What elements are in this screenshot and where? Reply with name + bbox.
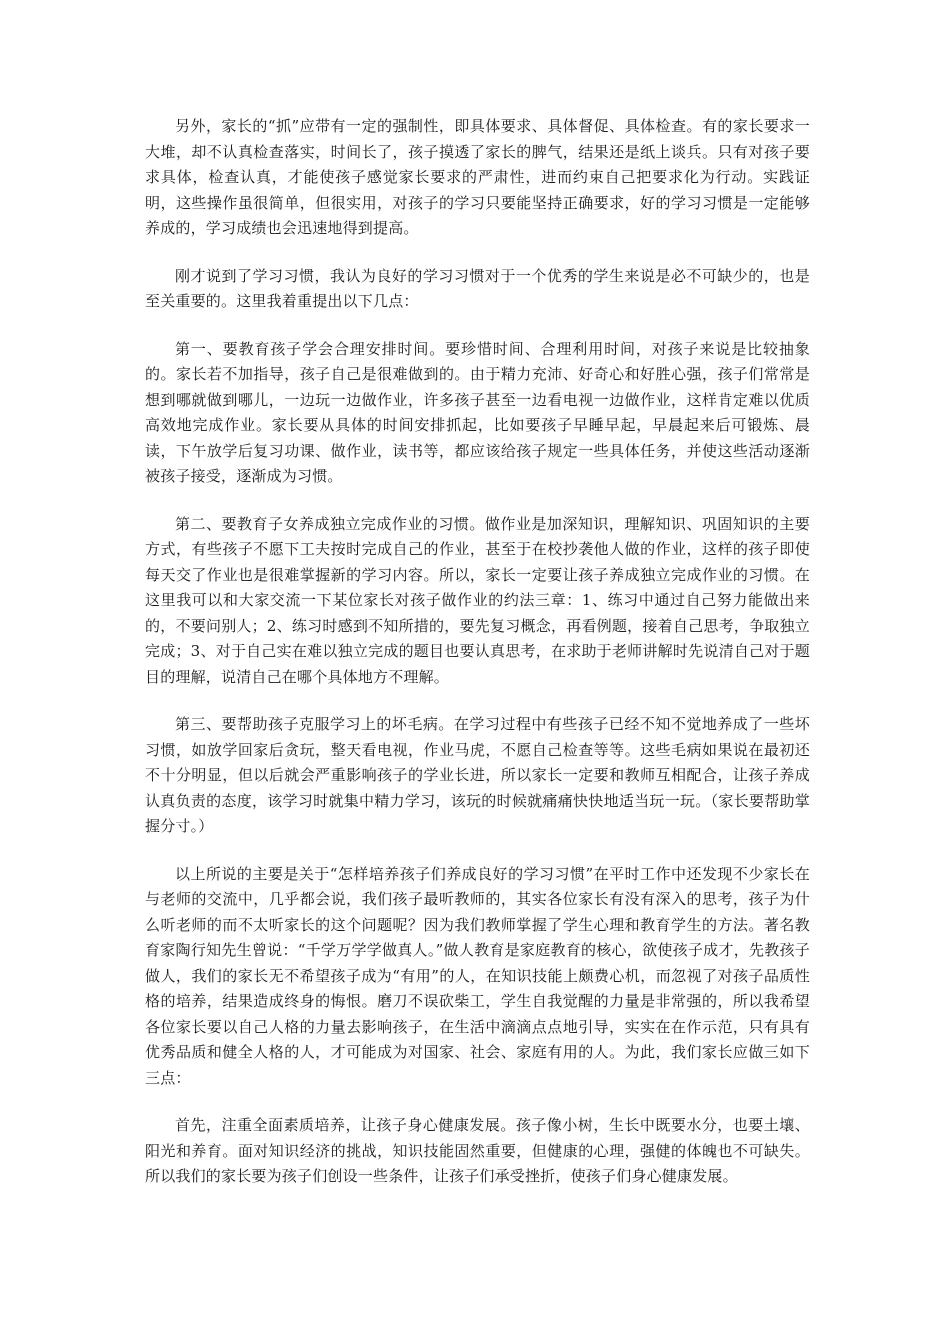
paragraph-discipline: 另外，家长的“抓”应带有一定的强制性，即具体要求、具体督促、具体检查。有的家长要求一大堆，却不认真检查落实，时间长了，孩子摸透了家长的脾气，结果还是纸上谈兵。只有对孩子要求具体，检查认真，才能使孩子感觉家长要求的严肃性，进而约束自己把要求化为行动。实践证明，这些操作虽很简单，但很实用，对孩子的学习只要能坚持正确要求，好的学习习惯是一定能够养成的，学习成绩也会迅速地得到提高。: [145, 117, 810, 237]
document-body: [145, 114, 810, 1212]
paragraph-point-one-time: 第一、要教育孩子学会合理安排时间。要珍惜时间、合理利用时间，对孩子来说是比较抽象的。家长若不加指导，孩子自己是很难做到的。由于精力充沛、好奇心和好胜心强，孩子们常常是想到哪就做到哪儿，一边玩一边做作业，许多孩子甚至一边看电视一边做作业，这样肯定难以优质高效地完成作业。家长要从具体的时间安排抓起，比如要孩子早睡早起，早晨起来后可锻炼、晨读，下午放学后复习功课、做作业，读书等，都应该给孩子规定一些具体任务，并使这些活动逐渐被孩子接受，逐渐成为习惯。: [145, 339, 810, 485]
paragraph-first-holistic-development: 首先，注重全面素质培养，让孩子身心健康发展。孩子像小树，生长中既要水分，也要土壤、阳光和养育。面对知识经济的挑战，知识技能固然重要，但健康的心理，强健的体魄也不可缺失。所以我们的家长要为孩子们创设一些条件，让孩子们承受挫折，使孩子们身心健康发展。: [145, 1116, 810, 1185]
paragraph-point-three-bad-habits: 第三、要帮助孩子克服学习上的坏毛病。在学习过程中有些孩子已经不知不觉地养成了一些坏习惯，如放学回家后贪玩，整天看电视，作业马虎，不愿自己检查等等。这些毛病如果说在最初还不十分明显，但以后就会严重影响孩子的学业长进，所以家长一定要和教师互相配合，让孩子养成认真负责的态度，该学习时就集中精力学习，该玩的时候就痛痛快快地适当玩一玩。（家长要帮助掌握分寸。）: [145, 715, 810, 835]
paragraph-character-education: 以上所说的主要是关于“怎样培养孩子们养成良好的学习习惯”在平时工作中还发现不少家长在与老师的交流中，几乎都会说，我们孩子最听教师的，其实各位家长有没有深入的思考，孩子为什么听老师的而不太听家长的这个问题呢？因为我们教师掌握了学生心理和教育学生的方法。著名教育家陶行知先生曾说：“千学万学学做真人。”做人教育是家庭教育的核心，欲使孩子成才，先教孩子做人，我们的家长无不希望孩子成为“有用”的人，在知识技能上颇费心机，而忽视了对孩子品质性格的培养，结果造成终身的悔恨。磨刀不误砍柴工，学生自我觉醒的力量是非常强的，所以我希望各位家长要以自己人格的力量去影响孩子，在生活中滴滴点点地引导，实实在在作示范，只有具有优秀品质和健全人格的人，才可能成为对国家、社会、家庭有用的人。为此，我们家长应做三如下三点：: [145, 864, 810, 1087]
paragraph-point-two-homework: 第二、要教育子女养成独立完成作业的习惯。做作业是加深知识，理解知识、巩固知识的主要方式，有些孩子不愿下工夫按时完成自己的作业，甚至于在校抄袭他人做的作业，这样的孩子即使每天交了作业也是很难掌握新的学习内容。所以，家长一定要让孩子养成独立完成作业的习惯。在这里我可以和大家交流一下某位家长对孩子做作业的约法三章：1、练习中通过自己努力能做出来的，不要问别人；2、练习时感到不知所措的，要先复习概念，再看例题，接着自己思考，争取独立完成；3、对于自己实在难以独立完成的题目也要认真思考，在求助于老师讲解时先说清自己对于题目的理解，说清自己在哪个具体地方不理解。: [145, 514, 810, 686]
paragraph-study-habits-intro: 刚才说到了学习习惯，我认为良好的学习习惯对于一个优秀的学生来说是必不可缺少的，也是至关重要的。这里我着重提出以下几点：: [145, 266, 810, 310]
